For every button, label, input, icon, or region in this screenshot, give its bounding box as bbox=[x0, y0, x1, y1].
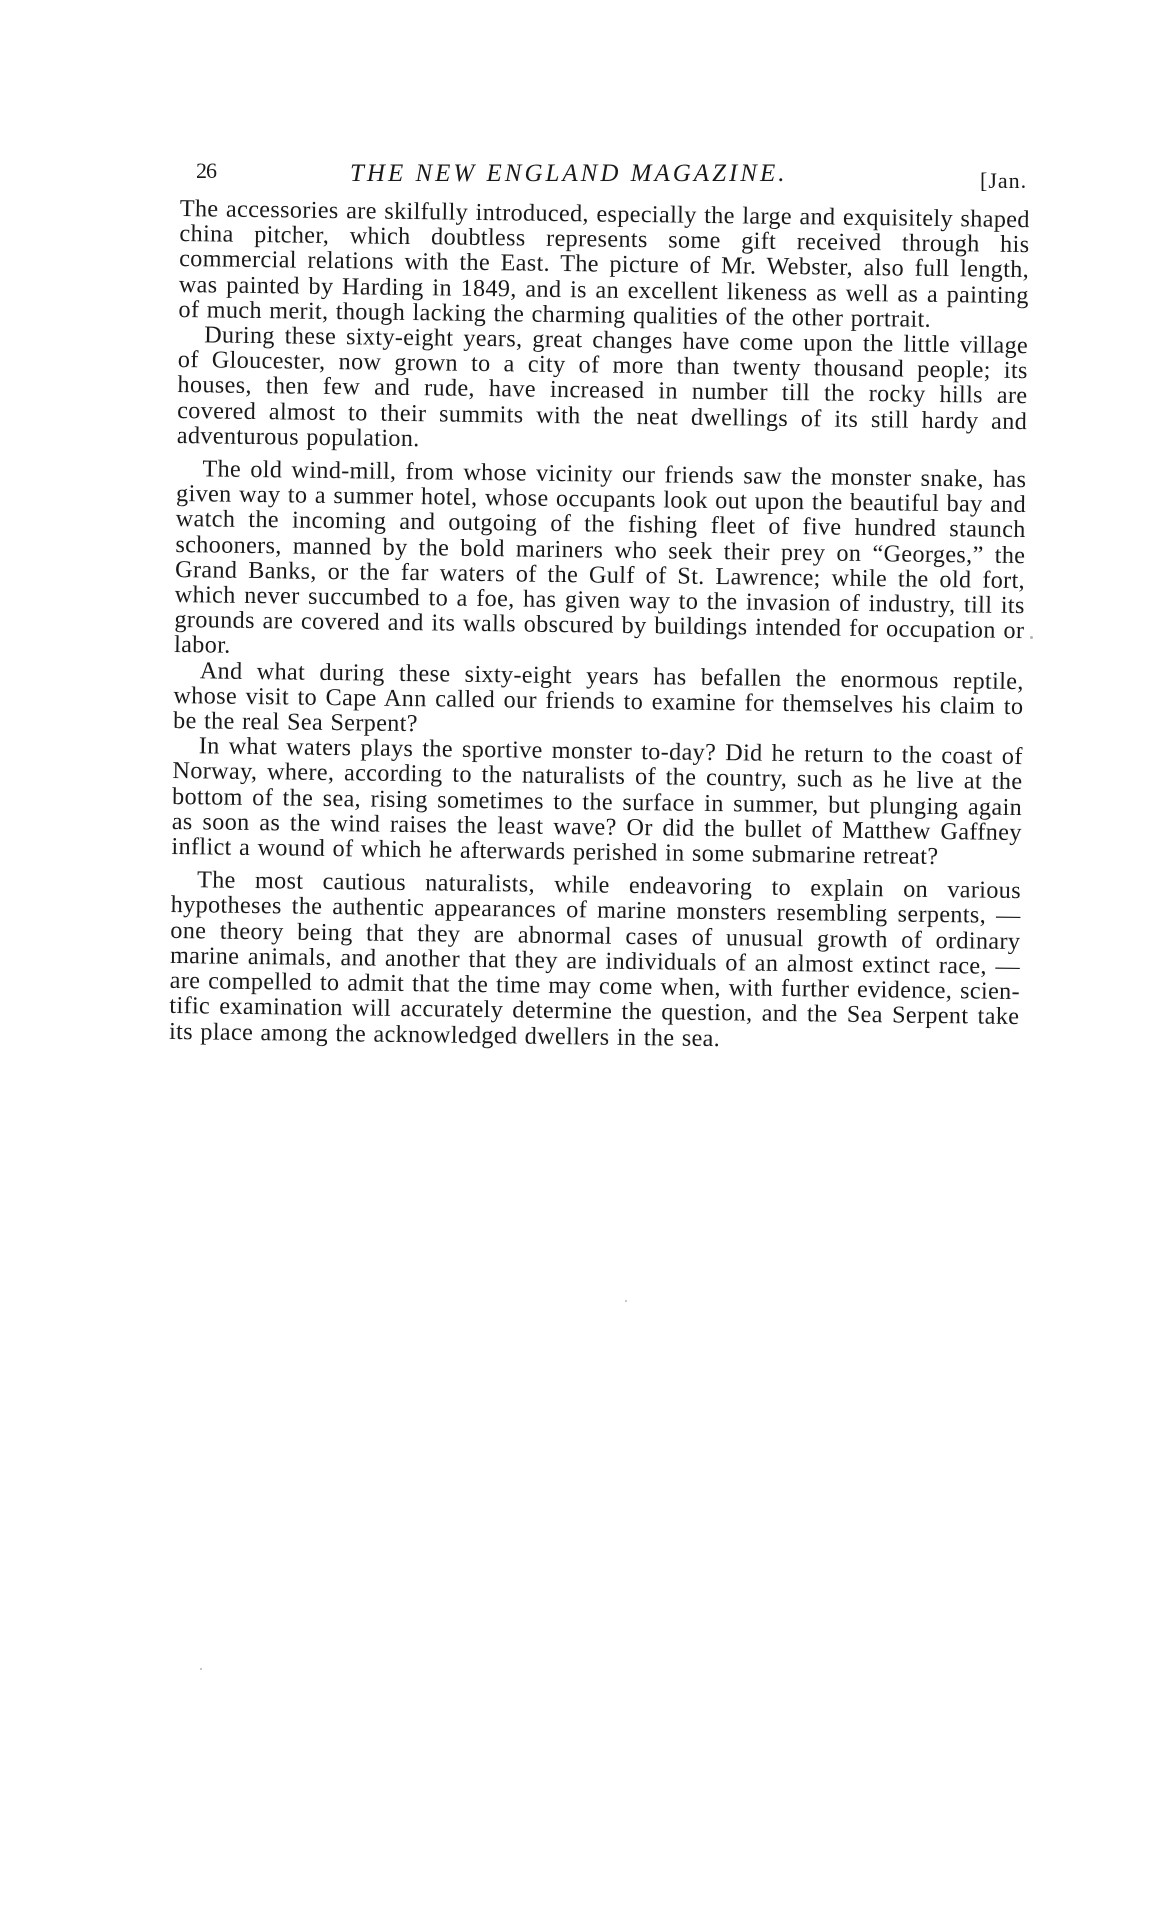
paragraph-gloucester-changes: During these sixty-eight years, great changes have come upon the little village of Gloucester, now grown to a city of more than twenty thousand people; its houses, then few and rude, have increased in number till the rocky hills are covered almost to their summits with the neat dwellings of its still hardy and adventurous population. bbox=[176, 321, 1029, 452]
journal-title: THE NEW ENGLAND MAGAZINE. bbox=[350, 160, 788, 187]
paragraph-sportive-monster: In what waters plays the sportive monster to-day? Did he return to the coast of Norway, where, according to the naturalists of the country, such as he live at the bottom of the sea, rising sometimes to the surface in summer, but plunging again as soon as the wind raises the least wave? Or did the bullet of Matthew Gaffney inflict a wound of which he afterwards perished in some submarine retreat? bbox=[171, 732, 1023, 871]
article-body bbox=[169, 196, 1030, 1055]
scan-speck bbox=[1030, 636, 1033, 639]
scan-speck bbox=[625, 1300, 627, 1302]
paragraph-portraits: The accessories are skilfully introduced, especially the large and exquisitely shaped china pitcher, which doubtless represents some gift received through his commercial relations with the East. The picture of Mr. Webster, also full length, was painted by Harding in 1849, and is an excellent likeness as well as a painting of much merit, though lacking the charming qualities of the other portrait. bbox=[178, 195, 1030, 333]
issue-month: [Jan. bbox=[980, 168, 1028, 193]
paragraph-reptile-question: And what during these sixty-eight years has befallen the enormous reptile, whose visit to Cape Ann called our friends to examine for themselves his claim to be the real Sea Serpent? bbox=[172, 656, 1024, 738]
page-number: 26 bbox=[196, 158, 216, 183]
scan-speck bbox=[200, 1668, 202, 1670]
paragraph-naturalists: The most cautious naturalists, while endeavoring to explain on various hypotheses the authentic appearances of marine monsters resembling serpents, — one theory being that they are abnormal cases of unusual growth of ordinary marine animals, and another that they are individuals of an almost extinct race, — are compelled to admit that the time may come when, with further evidence, scientific examination will accurately determine the question, and the Sea Serpent take its place among the acknowledged dwellers in the sea. bbox=[168, 866, 1022, 1052]
paragraph-wind-mill: The old wind-mill, from whose vicinity our friends saw the monster snake, has given way to a summer hotel, whose occupants look out upon the beautiful bay and watch the incoming and outgoing of the fishing fleet of five hundred staunch schooners, manned by the bold mariners who seek their prey on “Georges,” the Grand Banks, or the far waters of the Gulf of St. Lawrence; while the old fort, which never succumbed to a foe, has given way to the invasion of industry, till its grounds are covered and its walls obscured by buildings intended for occupation or labor. bbox=[173, 455, 1027, 660]
running-head bbox=[190, 158, 1040, 194]
